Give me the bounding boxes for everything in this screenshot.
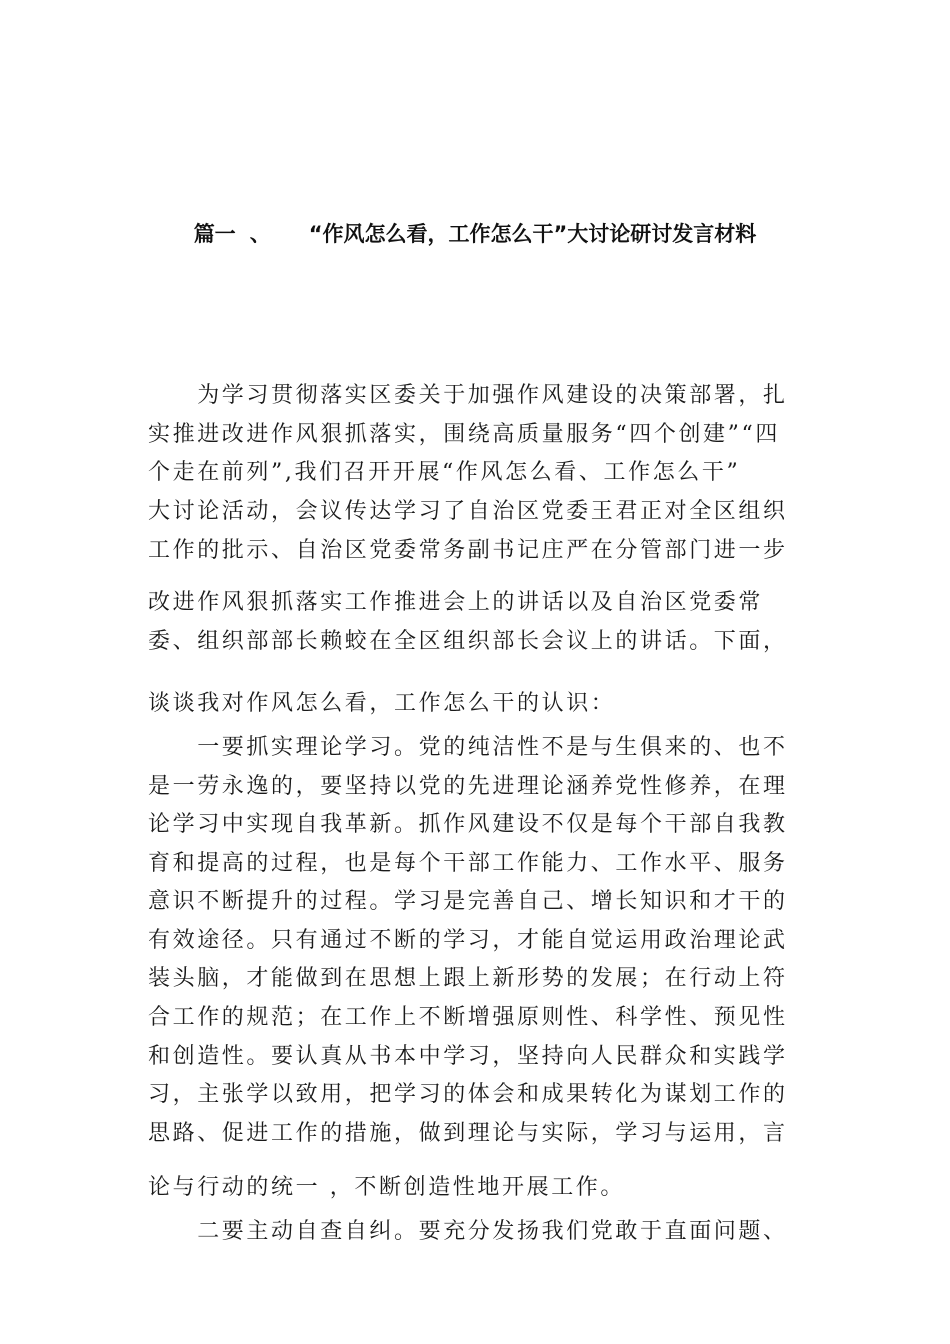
text-line: 习，主张学以致用，把学习的体会和成果转化为谋划工作的 <box>148 1082 788 1107</box>
title-main: “作风怎么看，工作怎么干”大讨论研讨发言材料 <box>308 222 757 246</box>
text-line: 意识不断提升的过程。学习是完善自己、增长知识和才干的 <box>148 889 788 914</box>
title-separator: 、 <box>249 222 271 246</box>
text-line: 二要主动自查自纠。要充分发扬我们党敢于直面问题、 <box>148 1219 788 1244</box>
document-title <box>0 218 950 248</box>
text-line: 委、组织部部长赖蛟在全区组织部长会议上的讲话。下面， <box>148 629 788 654</box>
text-line: 实推进改进作风狠抓落实，围绕高质量服务“四个创建”“四 <box>148 422 780 447</box>
text-line: 论与行动的统一 ，不断创造性地开展工作。 <box>148 1175 625 1200</box>
text-line: 工作的批示、自治区党委常务副书记庄严在分管部门进一步 <box>148 538 788 563</box>
text-line: 个走在前列”,我们召开开展“作风怎么看、工作怎么干” <box>148 460 741 485</box>
text-line: 谈谈我对作风怎么看，工作怎么干的认识： <box>148 691 616 716</box>
text-line: 一要抓实理论学习。党的纯洁性不是与生俱来的、也不 <box>148 735 788 760</box>
text-line: 和创造性。要认真从书本中学习，坚持向人民群众和实践学 <box>148 1044 788 1069</box>
text-line: 论学习中实现自我革新。抓作风建设不仅是每个干部自我教 <box>148 812 788 837</box>
text-line: 是一劳永逸的，要坚持以党的先进理论涵养党性修养，在理 <box>148 774 788 799</box>
text-line: 有效途径。只有通过不断的学习，才能自觉运用政治理论武 <box>148 928 788 953</box>
text-line: 装头脑，才能做到在思想上跟上新形势的发展；在行动上符 <box>148 966 788 991</box>
text-line: 改进作风狠抓落实工作推进会上的讲话以及自治区党委常 <box>148 590 764 615</box>
text-line: 思路、促进工作的措施，做到理论与实际，学习与运用，言 <box>148 1121 788 1146</box>
text-line: 为学习贯彻落实区委关于加强作风建设的决策部署，扎 <box>148 383 788 408</box>
text-line: 合工作的规范；在工作上不断增强原则性、科学性、预见性 <box>148 1005 788 1030</box>
title-prefix: 篇一 <box>193 222 236 246</box>
text-line: 育和提高的过程，也是每个干部工作能力、工作水平、服务 <box>148 851 788 876</box>
text-line: 大讨论活动，会议传达学习了自治区党委王君正对全区组织 <box>148 499 788 524</box>
